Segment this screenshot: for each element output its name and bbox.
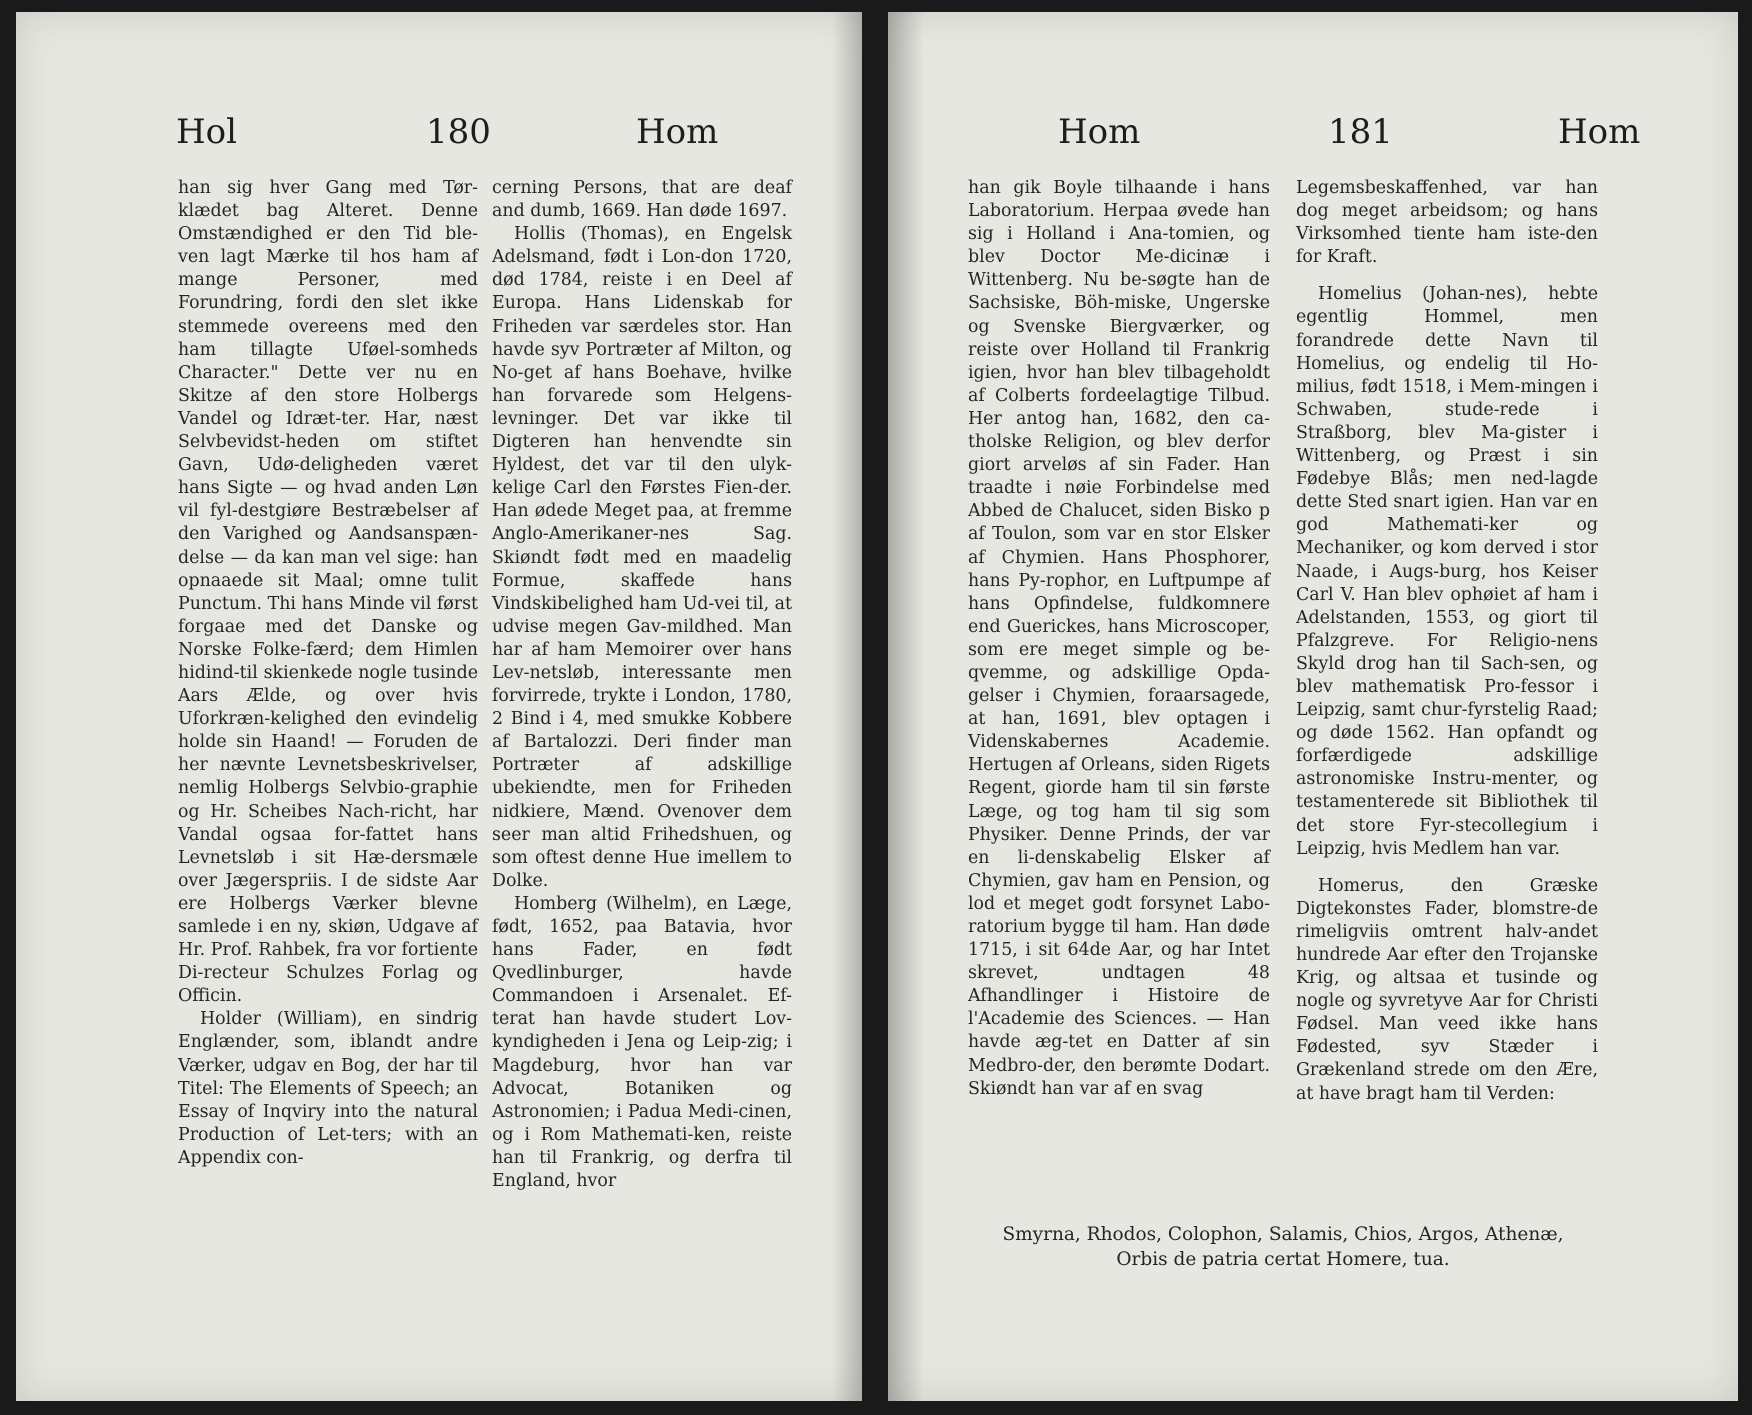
left-page-column-2 xyxy=(492,177,792,1193)
quote-line-2: Orbis de patria certat Homere, tua. xyxy=(1116,1249,1450,1270)
entry-homerus: Homerus, den Græske Digtekonstes Fader, blomstre-de rimeligviis omtrent halv-andet hundrede Aar efter den Trojanske Krig, og altsaa et tusinde og nogle og syvretyve Aar for Christi Fødsel. Man veed ikke hans Fødested, syv Stæder i Grækenland strede om den Ære, at have bragt ham til Verden: xyxy=(1296,875,1598,1104)
paragraph-homberg-end: Legemsbeskaffenhed, var han dog meget arbeidsom; og hans Virksomhed tiente ham iste-den for Kraft. xyxy=(1296,178,1598,268)
left-page-header xyxy=(176,112,736,162)
entry-holder: Holder (William), en sindrig Englænder, som, iblandt andre Værker, udgav en Bog, der har til Titel: The Elements of Speech; an Essay of Inqviry into the natural Production of Let-ters; with an Appendix con- xyxy=(178,1009,478,1168)
left-header-keyword-end: Hom xyxy=(636,112,719,152)
right-page-column-2 xyxy=(1296,177,1598,1106)
entry-hollis: Hollis (Thomas), en Engelsk Adelsmand, født i Lon-don 1720, død 1784, reiste i en Deel af Europa. Hans Lidenskab for Friheden var særdeles stor. Han havde syv Portræter af Milton, og No-get af hans Boehave, hvilke han forvarede som Helgens-levninger. Det var ikke til Digteren han henvendte sin Hyldest, det var til den ulyk-kelige Carl den Førstes Fien-der. Han ødede Meget paa, at fremme Anglo-Amerikaner-nes Sag. Skiøndt født med en maadelig Formue, skaffede hans Vindskibelighed ham Ud-vei til, at udvise megen Gav-mildhed. Man har af ham Memoirer over hans Lev-netsløb, interessante men forvirrede, trykte i London, 1780, 2 Bind i 4, med smukke Kobbere af Bartalozzi. Deri finder man Portræter af adskillige ubekiendte, men for Friheden nidkiere, Mænd. Ovenover dem seer man altid Frihedshuen, og som oftest denne Hue imellem to Dolke. xyxy=(492,224,792,891)
paragraph-holder-continued: cerning Persons, that are deaf and dumb, 1669. Han døde 1697. xyxy=(492,178,792,222)
entry-homelius: Homelius (Johan-nes), hebte egentlig Hommel, men forandrede dette Navn til Homelius, og endelig til Ho-milius, født 1518, i Mem-mingen i Schwaben, stude-rede i Straßborg, blev Ma-gister i Wittenberg, og Præst i sin Fødebye Blås; men ned-lagde dette Sted snart igien. Han var en god Mathemati-ker og Mechaniker, og kom derved i stor Naade, i Augs-burg, hos Keiser Carl V. Han blev ophøiet af ham i Adelstanden, 1553, og giort til Pfalzgreve. For Religio-nens Skyld drog han til Sach-sen, og blev mathematisk Pro-fessor i Leipzig, samt chur-fyrstelig Raad; og døde 1562. Han opfandt og forfærdigede adskillige astronomiske Instru-menter, og testamenterede sit Bibliothek til det store Fyr-stecollegium i Leipzig, hvis Medlem han var. xyxy=(1296,284,1598,859)
right-page-header xyxy=(1058,112,1641,162)
paragraph-holberg-continued: han sig hver Gang med Tør-klædet bag Alteret. Denne Omstændighed er den Tid ble-ven lagt Mærke til hos ham af mange Personer, med Forundring, fordi den slet ikke stemmede overeens med den ham tillagte Uføel-somheds Character." Dette ver nu en Skitze af den store Holbergs Vandel og Idræt-ter. Har, næst Selvbevidst-heden om stiftet Gavn, Udø-deligheden været hans Sigte — og hvad anden Løn vil fyl-destgiøre Bestræbelser af den Varighed og Aandsanspæn-delse — da kan man vel sige: han opnaaede sit Maal; omne tulit Punctum. Thi hans Minde vil først forgaae med det Danske og Norske Folke-færd; dem Himlen hidind-til skienkede nogle tusinde Aars Ælde, og over hvis Uforkræn-kelighed den evindelig holde sin Haand! — Foruden de her nævnte Levnetsbeskrivelser, nemlig Holbergs Selvbio-graphie og Hr. Scheibes Nach-richt, har Vandal ogsaa for-fattet hans Levnetsløb i sit Hæ-dersmæle over Jægerspriis. I de sidste Aar ere Holbergs Værker blevne samlede i en ny, skiøn, Udgave af Hr. Prof. Rahbek, fra vor fortiente Di-recteur Schulzes Forlag og Officin. xyxy=(178,178,478,1007)
left-page xyxy=(16,12,862,1401)
right-page xyxy=(888,12,1738,1401)
entry-homberg: Homberg (Wilhelm), en Læge, født, 1652, paa Batavia, hvor hans Fader, en født Qvedlinburger, havde Commandoen i Arsenalet. Ef-terat han havde studert Lov-kyndigheden i Jena og Leip-zig; i Magdeburg, hvor han var Advocat, Botaniken og Astronomien; i Padua Medi-cinen, og i Rom Mathemati-ken, reiste han til Frankrig, og derfra til England, hvor xyxy=(492,893,792,1192)
latin-verse-quote xyxy=(968,1222,1598,1272)
left-page-column-1 xyxy=(178,177,478,1170)
right-header-keyword-start: Hom xyxy=(1058,112,1141,152)
paragraph-homberg-continued: han gik Boyle tilhaande i hans Laboratorium. Herpaa øvede han sig i Holland i Ana-tomien, og blev Doctor Me-dicinæ i Wittenberg. Nu be-søgte han de Sachsiske, Böh-miske, Ungerske og Svenske Biergværker, og reiste over Holland til Frankrig igien, hvor han blev tilbageholdt af Colberts fordeelagtige Tilbud. Her antog han, 1682, den ca-tholske Religion, og blev derfor giort arveløs af sin Fader. Han traadte i nøie Forbindelse med Abbed de Chalucet, siden Bisko p af Toulon, som var en stor Elsker af Chymien. Hans Phosphorer, hans Py-rophor, en Luftpumpe af hans Opfindelse, fuldkomnere end Guerickes, hans Microscoper, som ere meget simple og be-qvemme, og adskillige Opda-gelser i Chymien, foraarsagede, at han, 1691, blev optagen i Videnskabernes Academie. Hertugen af Orleans, siden Rigets Regent, giorde ham til sin første Læge, og tog ham til sig som Physiker. Denne Prinds, der var en li-denskabelig Elsker af Chymien, gav ham en Pension, og lod et meget godt forsynet Labo-ratorium bygge til ham. Han døde 1715, i sit 64de Aar, og har Intet skrevet, undtagen 48 Afhandlinger i Histoire de l'Academie des Sciences. — Han havde æg-tet en Datter af sin Medbro-der, den berømte Dodart. Skiøndt han var af en svag xyxy=(968,178,1270,1099)
quote-line-1: Smyrna, Rhodos, Colophon, Salamis, Chios, Argos, Athenæ, xyxy=(1002,1224,1564,1245)
right-page-column-1 xyxy=(968,177,1270,1101)
left-header-keyword-start: Hol xyxy=(176,112,237,152)
right-page-number: 181 xyxy=(1328,112,1393,152)
left-page-number: 180 xyxy=(426,112,491,152)
right-header-keyword-end: Hom xyxy=(1558,112,1641,152)
